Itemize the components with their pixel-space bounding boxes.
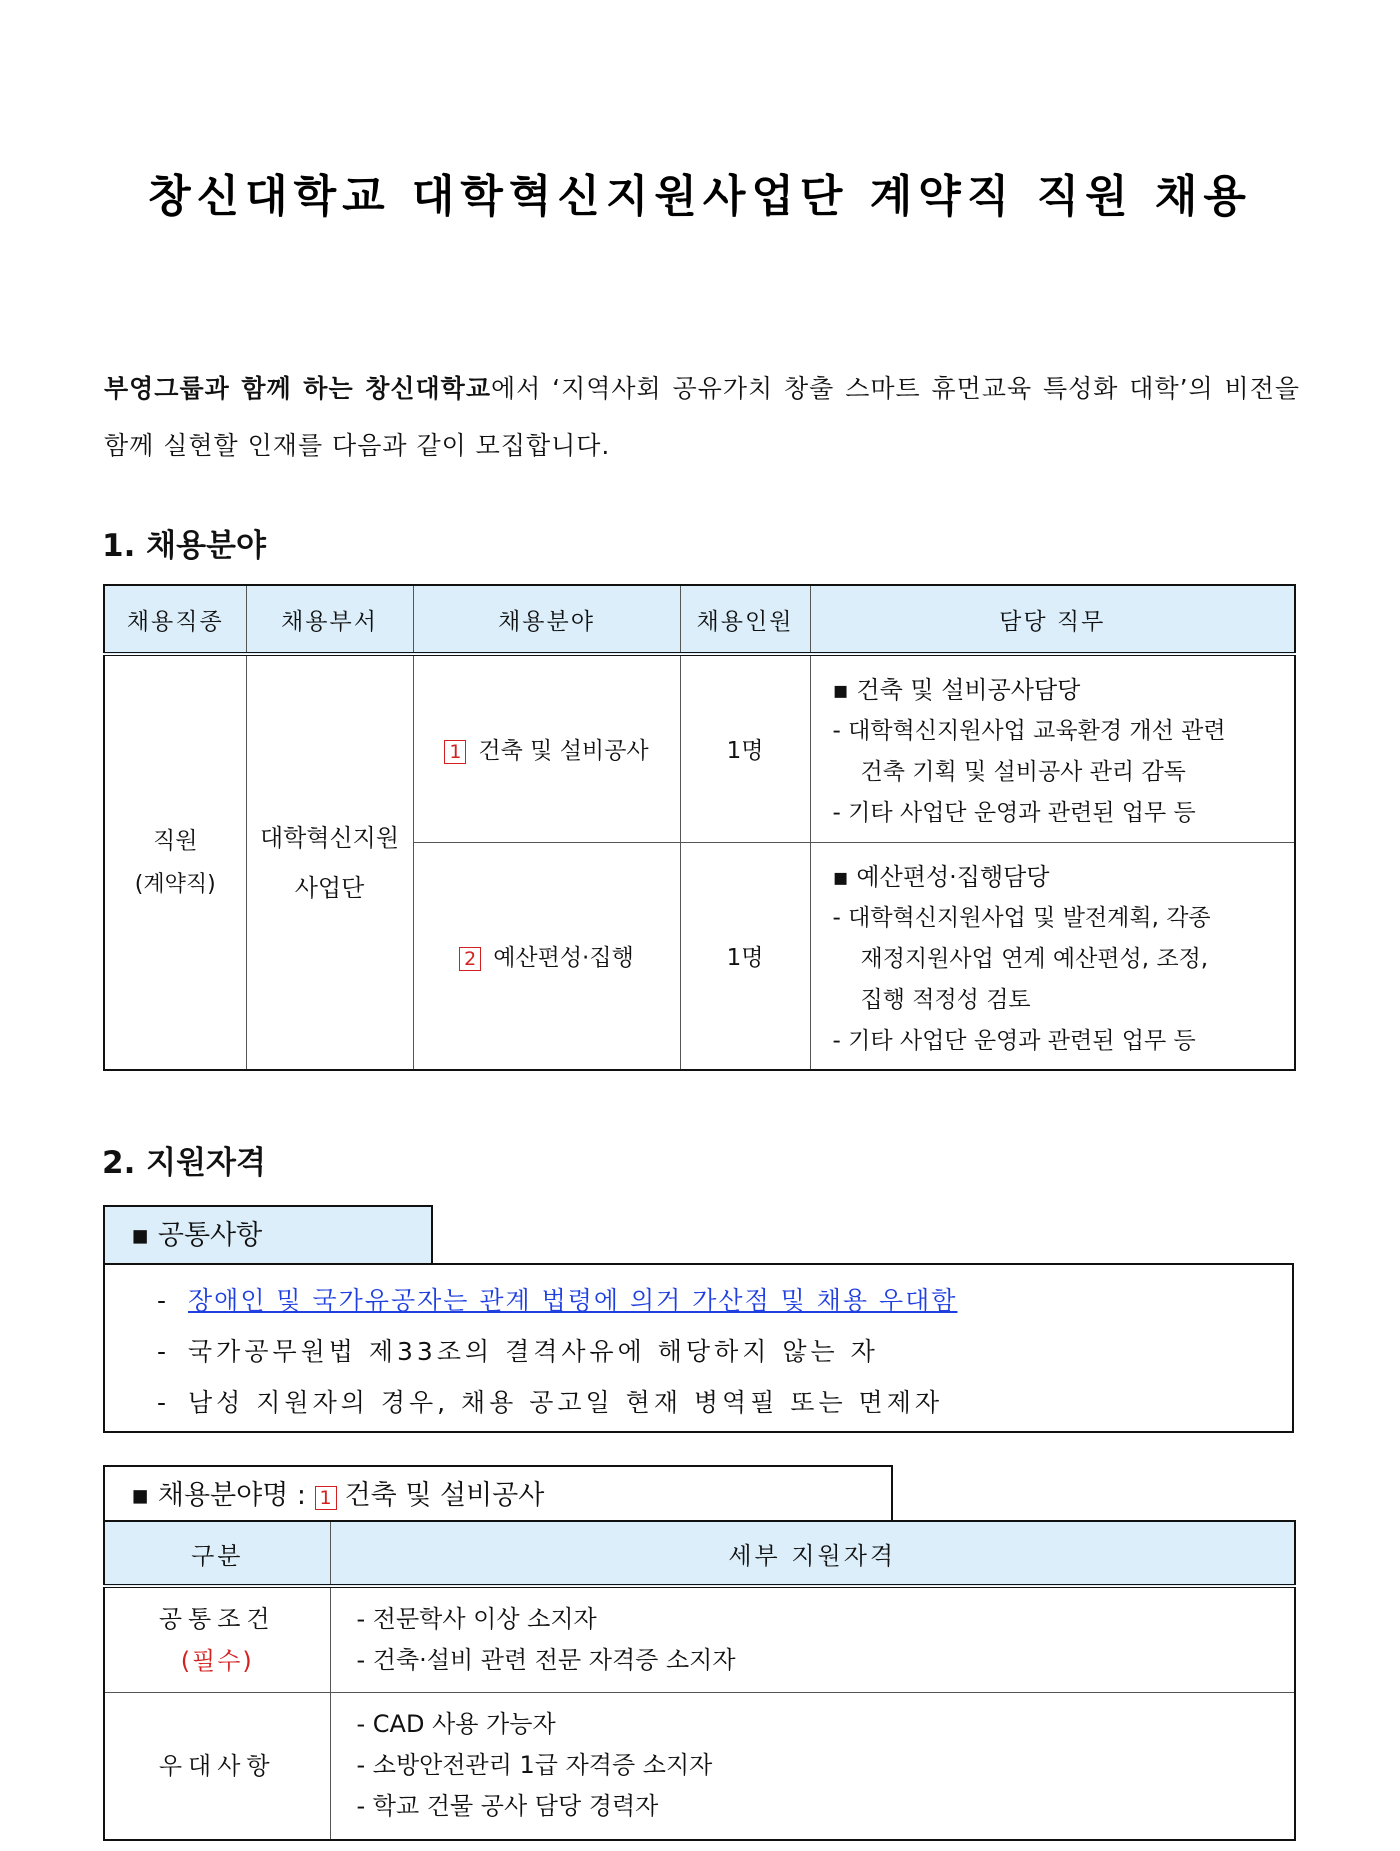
field-cell-1 — [413, 654, 680, 842]
duty-line: - 대학혁신지원사업 교육환경 개선 관련 — [832, 718, 1226, 744]
list-item: - 장애인 및 국가유공자는 관계 법령에 의거 가산점 및 채용 우대함 — [157, 1286, 958, 1315]
duty-line: - 기타 사업단 운영과 관련된 업무 등 — [832, 800, 1196, 826]
header-category: 구분 — [104, 1521, 330, 1586]
header-detail: 세부 지원자격 — [330, 1521, 1295, 1586]
field-name: 예산편성·집행 — [493, 945, 634, 972]
duty-line: 재정지원사업 연계 예산편성, 조정, — [860, 945, 1209, 972]
requirement-line: - CAD 사용 가능자 — [356, 1710, 556, 1739]
category-label: 우대사항 — [158, 1751, 276, 1780]
recruitment-field-table — [103, 584, 1296, 1071]
requirement-cell — [330, 1692, 1295, 1840]
table-row — [104, 654, 1295, 842]
header-job-type: 채용직종 — [104, 585, 246, 654]
category-note: (필수) — [180, 1646, 254, 1675]
common-requirements-box — [103, 1263, 1294, 1433]
section-heading-qualifications: 2. 지원자격 — [102, 1145, 266, 1181]
requirement-line: - 학교 건물 공사 담당 경력자 — [356, 1792, 659, 1821]
table-row — [104, 1692, 1295, 1840]
duty-head: ▪ 건축 및 설비공사담당 — [832, 676, 1081, 704]
header-headcount: 채용인원 — [680, 585, 810, 654]
list-item: - 남성 지원자의 경우, 채용 공고일 현재 병역필 또는 면제자 — [157, 1388, 944, 1417]
headcount-cell-2: 1명 — [680, 842, 810, 1070]
section-heading-recruitment-field: 1. 채용분야 — [102, 528, 266, 564]
qualification-table — [103, 1520, 1296, 1841]
intro-bold: 부영그룹과 함께 하는 창신대학교 — [104, 374, 491, 403]
table-header-row — [104, 585, 1295, 654]
duty-line: - 기타 사업단 운영과 관련된 업무 등 — [832, 1027, 1196, 1054]
job-type: 직원 — [153, 827, 198, 854]
duty-line: 건축 기획 및 설비공사 관리 감독 — [860, 759, 1186, 785]
table-row — [104, 1586, 1295, 1692]
table-header-row — [104, 1521, 1295, 1586]
intro-paragraph — [104, 360, 1300, 474]
category-cell — [104, 1692, 330, 1840]
duty-line: - 대학혁신지원사업 및 발전계획, 각종 — [832, 904, 1211, 931]
job-type-cell — [104, 654, 246, 1070]
duty-line: 집행 적정성 검토 — [860, 986, 1031, 1013]
duty-cell-1 — [810, 654, 1295, 842]
field-title-name: 건축 및 설비공사 — [344, 1480, 545, 1511]
field-cell-2 — [413, 842, 680, 1070]
requirement-line: - 전문학사 이상 소지자 — [356, 1604, 597, 1633]
header-field: 채용분야 — [413, 585, 680, 654]
duty-cell-2 — [810, 842, 1295, 1070]
preference-link[interactable]: 장애인 및 국가유공자는 관계 법령에 의거 가산점 및 채용 우대함 — [188, 1286, 958, 1315]
department-cell — [246, 654, 413, 1070]
header-department: 채용부서 — [246, 585, 413, 654]
duty-head: ▪ 예산편성·집행담당 — [832, 862, 1050, 891]
field-number-badge: 1 — [315, 1486, 337, 1510]
common-requirements-tab: ▪ 공통사항 — [103, 1205, 433, 1263]
page-title: 창신대학교 대학혁신지원사업단 계약직 직원 채용 — [148, 171, 1252, 222]
category-cell — [104, 1586, 330, 1692]
field-name: 건축 및 설비공사 — [478, 738, 649, 765]
headcount-cell-1: 1명 — [680, 654, 810, 842]
requirement-cell — [330, 1586, 1295, 1692]
field-name-tab — [103, 1465, 893, 1523]
requirement-line: - 건축·설비 관련 전문 자격증 소지자 — [356, 1645, 736, 1674]
field-number-badge: 2 — [459, 947, 481, 971]
field-number-badge: 1 — [444, 740, 466, 764]
department-line-2: 사업단 — [294, 873, 365, 902]
department-line-1: 대학혁신지원 — [259, 823, 400, 852]
field-title-prefix: ▪ 채용분야명 : — [131, 1480, 306, 1511]
requirement-line: - 소방안전관리 1급 자격증 소지자 — [356, 1751, 713, 1780]
category-label: 공통조건 — [158, 1604, 276, 1633]
header-duty: 담당 직무 — [810, 585, 1295, 654]
job-type-sub: (계약직) — [134, 871, 216, 897]
intro-text: 에서 ‘지역사회 공유가치 창출 스마트 휴먼교육 특성화 대학’의 비전을 함께 실현할 인재를 다음과 같이 모집합니다. — [104, 374, 1301, 460]
list-item: - 국가공무원법 제33조의 결격사유에 해당하지 않는 자 — [157, 1337, 879, 1366]
